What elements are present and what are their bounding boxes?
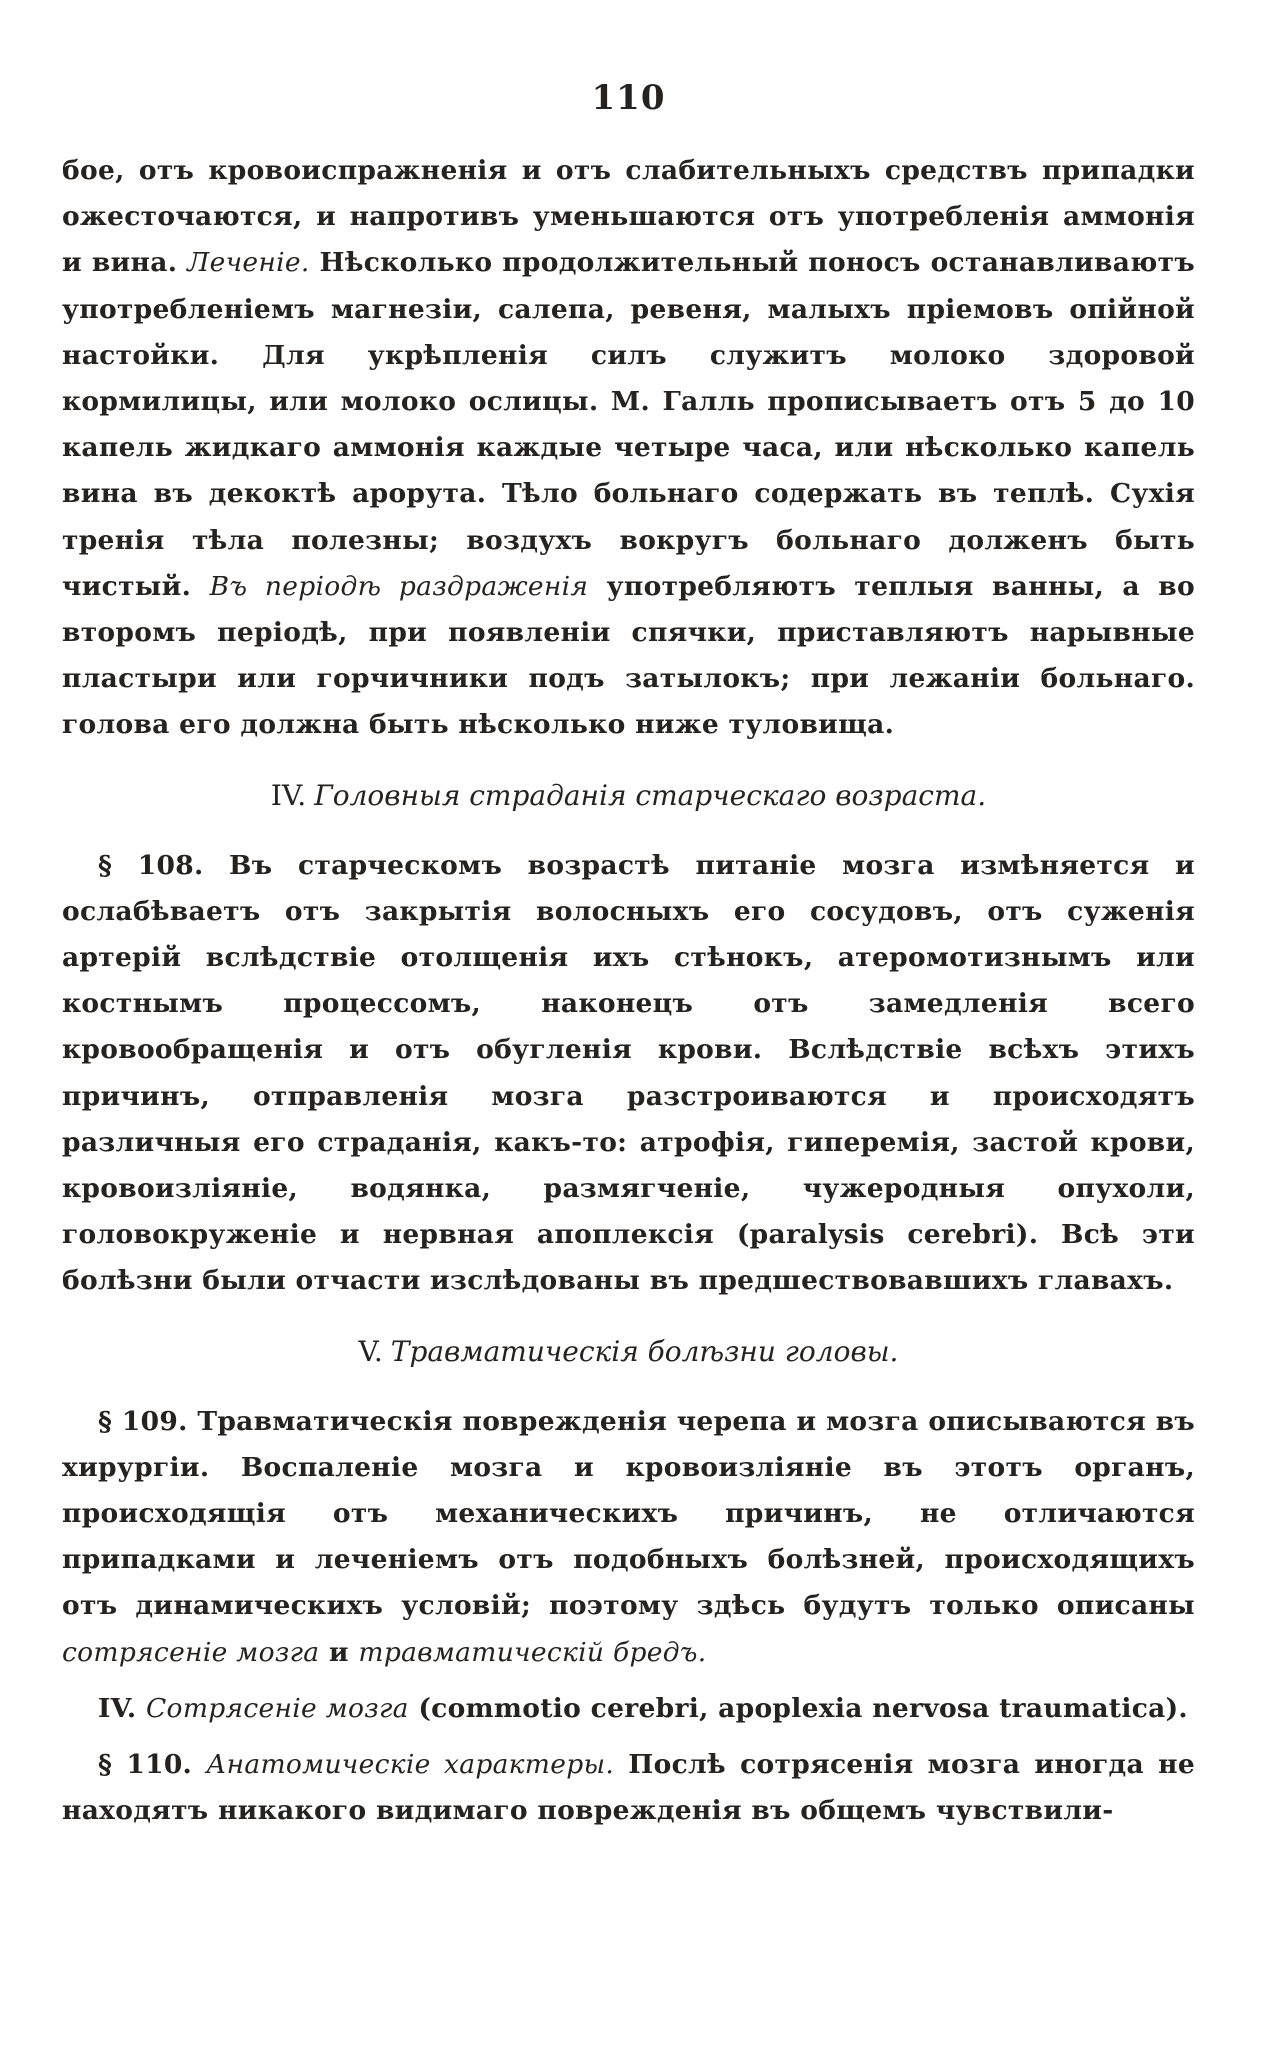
paragraph-108: § 108. Въ старческомъ возрастѣ питаніе мозга измѣняется и ослабѣваетъ отъ закрытія волосныхъ его сосудовъ, отъ суженія артерій вслѣдствіе отолщенія ихъ стѣнокъ, атеромотизнымъ или костнымъ процессомъ, наконецъ отъ замедленія всего кровообращенія и отъ обугленія крови. Вслѣдствіе всѣхъ этихъ причинъ, отправленія мозга разстроиваются и происходятъ различныя его страданія, какъ-то: атрофія, гиперемія, застой крови, кровоизліяніе, водянка, размягченіе, чужеродныя опухоли, головокруженіе и нервная апоплексія (paralysis cerebri). Всѣ эти болѣзни были отчасти изслѣдованы въ предшествовавшихъ главахъ. xyxy=(62,849,1195,1297)
text-run: употребляютъ теплыя ванны, а во второмъ періодѣ, при появленіи спячки, приставляютъ нарывные пластыри или горчичники подъ затылокъ; при лежаніи больнаго. голова его должна быть нѣсколько ниже туловища. xyxy=(62,570,1195,741)
section-number: V. xyxy=(358,1334,383,1368)
section-heading-v xyxy=(62,1329,1195,1375)
page-number: 110 xyxy=(591,78,666,118)
italic-term-concussion: сотрясеніе мозга xyxy=(62,1636,320,1668)
italic-term-treatment: Леченіе. xyxy=(187,247,310,279)
text-run: § 110. xyxy=(98,1749,207,1781)
paragraph-110 xyxy=(62,1742,1195,1834)
subsection-latin: (commotio cerebri, apoplexia nervosa traumatica). xyxy=(408,1692,1188,1724)
paragraph-109 xyxy=(62,1399,1195,1676)
subsection-number: IV. xyxy=(98,1692,146,1724)
text-run: и xyxy=(319,1636,359,1668)
italic-term-traumatic-delirium: травматическій бредъ. xyxy=(358,1636,707,1668)
italic-term-irritation-period: Въ періодѣ раздраженія xyxy=(209,570,589,602)
section-heading-iv xyxy=(62,773,1195,819)
italic-term-anatomical: Анатомическіе характеры. xyxy=(206,1749,615,1781)
subsection-concussion xyxy=(62,1686,1195,1732)
section-title: Травматическія болѣзни головы. xyxy=(390,1334,899,1368)
text-run: Нѣсколько продолжительный поносъ останавливаютъ употребленіемъ магнезіи, салепа, ревеня, малыхъ пріемовъ опійной настойки. Для укрѣпленія силъ служитъ молоко здоровой кормилицы, или молоко ослицы. М. Галль прописываетъ отъ 5 до 10 капель жидкаго аммонія каждые четыре часа, или нѣсколько капель вина въ декоктѣ арорута. Тѣло больнаго содержать въ теплѣ. Сухія тренія тѣла полезны; воздухъ вокругъ больнаго долженъ быть чистый. xyxy=(62,247,1196,602)
section-title: Головныя страданія старческаго возраста. xyxy=(314,778,987,812)
text-run: бое, отъ кровоиспражненія и отъ слабительныхъ средствъ припадки ожесточаются, и напротивъ уменьшаются отъ употребленія аммонія и вина. xyxy=(62,155,1195,279)
paragraph-infant-treatment xyxy=(62,148,1195,749)
text-run: § 109. Травматическія поврежденія черепа и мозга описываются въ хирургіи. Воспаленіе мозга и кровоизліяніе въ этотъ органъ, происходящія отъ механическихъ причинъ, не отличаются припадками и леченіемъ отъ подобныхъ болѣзней, происходящихъ отъ динамическихъ условій; поэтому здѣсь будутъ только описаны xyxy=(62,1405,1195,1622)
section-number: IV. xyxy=(270,778,307,812)
subsection-title: Сотрясеніе мозга xyxy=(145,1692,409,1724)
text-run: Послѣ сотрясенія мозга иногда не находятъ никакого видимаго поврежденія въ общемъ чувствили- xyxy=(62,1749,1195,1827)
